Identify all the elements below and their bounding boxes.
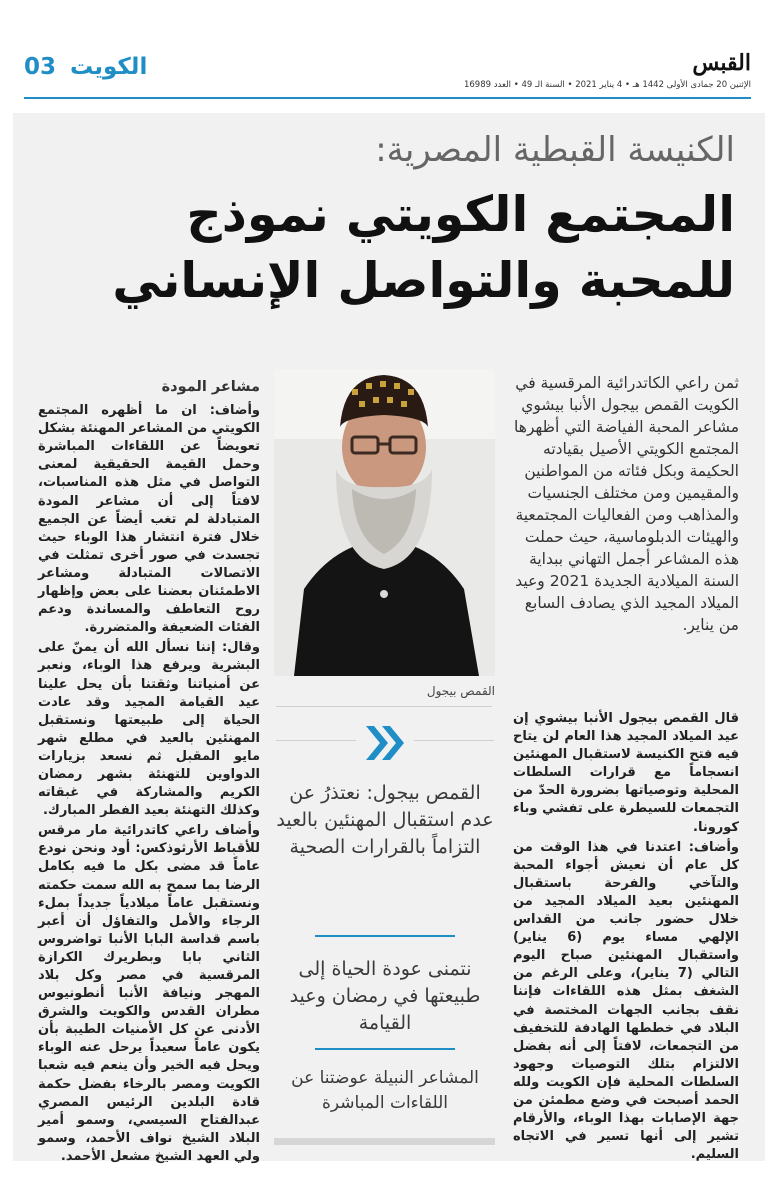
pull-quote-2: نتمنى عودة الحياة إلى طبيعتها في رمضان وعيد القيامة xyxy=(289,958,481,1034)
body-paragraph: وأضاف: اعتدنا في هذا الوقت من كل عام أن نعيش أجواء المحبة والتآخي والفرحة باستقبال المهنئين بعيد الميلاد المجيد من خلال حضور جانب من القداس الإلهي مساء يوم (6 يناير) واستقبال المهنئين صباح اليوم التالي (7 يناير)، وعلى الرغم من الشغف بمثل هذه اللقاءات فإننا نقف بجانب الجهات المختصة في البلاد في خططها الهادفة للتخفيف من التجمعات، لافتاً إلى أنه بفضل الالتزام بتلك التوصيات وجهود السلطات المحلية فإن الكويت ولله الحمد أصبحت في وضع مطمئن من جهة الإصابات بهذا الوباء، والأرقام تشير إلى أنها تسير في الاتجاه السليم. xyxy=(513,839,739,1163)
quote-rule-right xyxy=(414,740,494,741)
pull-quote-1: القمص بيجول: نعتذرُ عن عدم استقبال المهنئين بالعيد التزاماً بالقرارات الصحية xyxy=(276,782,494,858)
article-headline: المجتمع الكويتي نموذج للمحبة والتواصل الإنساني xyxy=(112,186,735,309)
issue-line: الإثنين 20 جمادى الأولى 1442 هـ • 4 يناير 2021 • السنة الـ 49 • العدد 16989 xyxy=(463,80,751,90)
pull-quote-bottom-bar xyxy=(274,1138,495,1145)
photo-caption: القمص بيجول xyxy=(426,684,495,698)
body-paragraph: وأضاف راعي كاتدرائية مار مرقس للأقباط الأرثوذكس: أود ونحن نودع عاماً قد مضى بكل ما فيه بكامل الرضا بما سمح به الله سمت حكمته ونستقبل عاماً ميلادياً جديداً بملء الرجاء والأمل والتفاؤل أن أعبر باسم قداسة البابا الأنبا تواضروس الثاني بابا وبطريرك الكرازة المرقسية في مصر وكل بلاد المهجر ونيافة الأنبا أنطونيوس مطران القدس والكويت والشرق الأدنى عن كل الأمنيات الطيبة بأن يكون عاماً سعيداً يرحل عنه الوباء ويحل فيه الخير وأن ينعم فيه شعبا الكويت ومصر بالرخاء بفضل حكمة قادة البلدين الرئيس المصري عبدالفتاح السيسي، وسمو أمير البلاد الشيخ نواف الأحمد، وسمو ولي العهد الشيخ مشعل الأحمد. xyxy=(38,823,260,1164)
pull-quote-divider xyxy=(315,935,455,937)
quote-rule-left xyxy=(276,740,356,741)
newspaper-masthead: القبس xyxy=(692,50,751,76)
column-subhead: مشاعر المودة xyxy=(161,379,260,395)
pull-quote-divider xyxy=(315,1048,455,1050)
pull-quote-3: المشاعر النبيلة عوضتنا عن اللقاءات المباشرة xyxy=(291,1068,479,1113)
page-number: 03 xyxy=(24,54,57,80)
body-paragraph: وأضاف: ان ما أظهره المجتمع الكويتي من المشاعر المهنئة بشكل تعويضاً عن اللقاءات المباشرة وحمل القيمة الحقيقية لمعنى التواصل في مثل هذه المناسبات، لافتاً إلى أن مشاعر المودة المتبادلة لم تغب أيضاً عن الجميع خلال فترة انتشار هذا الوباء حيث تجسدت في صور أخرى تمثلت في الاتصالات المتبادلة ومشاعر الاطمئنان بعضنا على بعض وإظهار روح التعاطف والمساندة ودعم الفئات الضعيفة والمتضررة. xyxy=(38,403,260,636)
body-paragraph: قال القمص بيجول الأنبا بيشوي إن عيد الميلاد المجيد هذا العام لن يتاح فيه فتح الكنيسة لاستقبال المهنئين انسجاماً مع قرارات السلطات المحلية وتوصياتها بضرورة الحدّ من التجمعات للسيطرة على تفشي وباء كورونا. xyxy=(513,711,739,835)
lead-paragraph: ثمن راعي الكاتدرائية المرقسية في الكويت القمص بيجول الأنبا بيشوي مشاعر المحبة الفياضة التي أظهرها المجتمع الكويتي الأصيل بقيادته الحكيمة وبكل فئاته من المواطنين والمقيمين ومن مختلف الجنسيات والمذاهب ومن الفعاليات المجتمعية والهيئات الدبلوماسية، حيث حملت هذه المشاعر أجمل التهاني ببداية السنة الميلادية الجديدة 2021 وعيد الميلاد المجيد الذي يصادف السابع من يناير. xyxy=(514,374,739,634)
article-column-right xyxy=(513,710,739,1166)
quote-mark-icon xyxy=(362,720,408,766)
page-header xyxy=(24,50,751,98)
priest-portrait-image xyxy=(274,369,495,676)
section-label xyxy=(24,54,147,80)
body-paragraph: وقال: إننا نسأل الله أن يمنّ على البشرية ويرفع هذا الوباء، ونعبر عن أمنياتنا وثقتنا بأن يحل علينا عيد القيامة المجيد وقد عادت الحياة إلى طبيعتها ونستقبل المهنئين بالعيد في مطلع شهر مايو المقبل ثم نسعد بزيارات الدواوين للتهنئة بشهر رمضان الكريم والمشاركة في غبقاته وكذلك التهنئة بعيد الفطر المبارك. xyxy=(38,640,260,819)
header-divider xyxy=(24,97,751,99)
section-name: الكويت xyxy=(70,54,148,80)
caption-divider xyxy=(276,706,492,707)
article-kicker: الكنيسة القبطية المصرية: xyxy=(375,130,735,170)
portrait-photo xyxy=(274,369,495,676)
article-column-left xyxy=(38,378,260,1168)
article-lead xyxy=(513,372,739,638)
